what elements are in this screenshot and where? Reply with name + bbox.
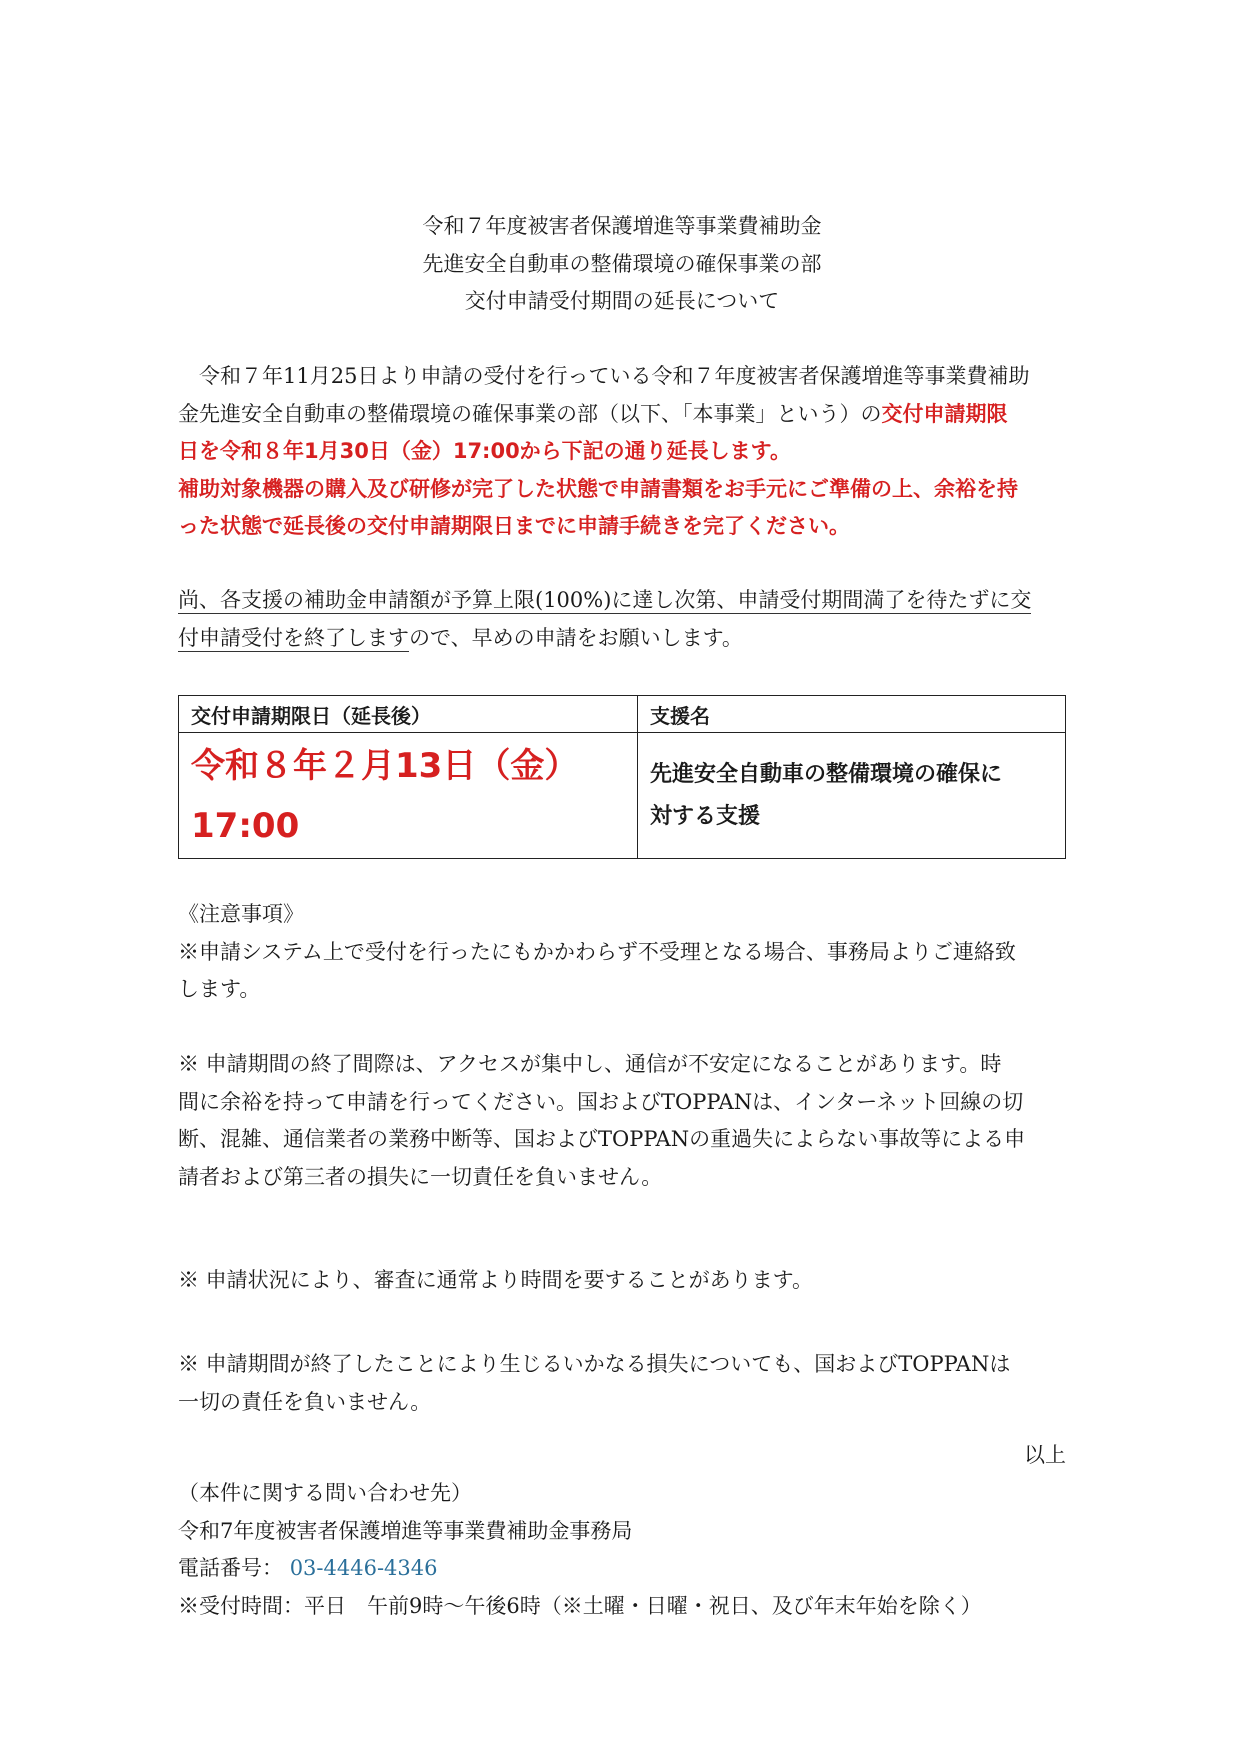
intro-line-2-emphasis: 交付申請期限 xyxy=(881,401,1008,426)
deadline-cell xyxy=(179,733,638,859)
caution-4-line-1: ※ 申請期間が終了したことにより生じるいかなる損失についても、国およびTOPPANは xyxy=(178,1352,1011,1376)
notice-line-1 xyxy=(178,582,1066,620)
caution-4-line-2: 一切の責任を負いません。 xyxy=(178,1389,432,1414)
contact-hours: ※受付時間：平日 午前9時～午後6時（※土曜・日曜・祝日、及び年末年始を除く） xyxy=(178,1593,982,1618)
notice-line-1-underlined: 尚、各支援の補助金申請額が予算上限(100%)に達し次第、申請受付期間満了を待たずに交 xyxy=(178,588,1032,612)
header-deadline: 交付申請期限日（延長後） xyxy=(179,696,638,733)
notice-line-2 xyxy=(178,620,1066,658)
support-cell xyxy=(638,733,1066,859)
intro-line-4: 補助対象機器の購入及び研修が完了した状態で申請書類をお手元にご準備の上、余裕を持 xyxy=(178,476,1018,501)
caution-2-line-2: 間に余裕を持って申請を行ってください。国およびTOPPANは、インターネット回線の切 xyxy=(178,1089,1024,1114)
table-row xyxy=(179,733,1066,859)
table-header-row xyxy=(179,696,1066,733)
title-line-3: 交付申請受付期間の延長について xyxy=(464,289,780,313)
caution-4 xyxy=(178,1346,1066,1421)
intro-line-2 xyxy=(178,396,1066,434)
document-title xyxy=(178,208,1066,321)
notice-line-2-underlined: 付申請受付を終了します xyxy=(178,625,409,650)
caution-2-line-4: 請者および第三者の損失に一切責任を負いません。 xyxy=(178,1164,663,1189)
notice-line-2-text: ので、早めの申請をお願いします。 xyxy=(409,625,743,650)
title-line-2: 先進安全自動車の整備環境の確保事業の部 xyxy=(422,251,822,276)
closing-mark: 以上 xyxy=(1024,1443,1066,1467)
contact-office: 令和7年度被害者保護増進等事業費補助金事務局 xyxy=(178,1518,633,1543)
caution-3-line-1: ※ 申請状況により、審査に通常より時間を要することがあります。 xyxy=(178,1268,813,1292)
deadline-date: 令和８年２月13日（金） xyxy=(191,745,579,786)
cautions-heading: 《注意事項》 xyxy=(178,902,304,926)
caution-1-line-1: ※申請システム上で受付を行ったにもかかわらず不受理となる場合、事務局よりご連絡致 xyxy=(178,939,1016,964)
caution-1-line-2: します。 xyxy=(178,977,261,1001)
caution-3 xyxy=(178,1262,1066,1300)
contact-heading: （本件に関する問い合わせ先） xyxy=(178,1481,472,1505)
title-line-1: 令和７年度被害者保護増進等事業費補助金 xyxy=(422,214,822,238)
deadline-table xyxy=(178,695,1066,859)
intro-line-3: 日を令和８年1月30日（金）17:00から下記の通り延長します。 xyxy=(178,439,791,463)
cautions-section xyxy=(178,896,1066,1009)
intro-paragraph xyxy=(178,358,1066,546)
support-line-2: 対する支援 xyxy=(650,803,761,829)
header-support: 支援名 xyxy=(638,696,1066,733)
intro-line-1: 令和７年11月25日より申請の受付を行っている令和７年度被害者保護増進等事業費補助 xyxy=(178,364,1030,388)
support-line-1: 先進安全自動車の整備環境の確保に xyxy=(650,761,1003,787)
contact-section xyxy=(178,1475,1066,1625)
caution-2-line-3: 断、混雑、通信業者の業務中断等、国およびTOPPANの重過失によらない事故等による申 xyxy=(178,1127,1026,1151)
tel-number-link[interactable]: 03-4446-4346 xyxy=(289,1556,438,1580)
deadline-time: 17:00 xyxy=(191,805,300,846)
intro-line-2-text: 金先進安全自動車の整備環境の確保事業の部（以下、「本事業」という）の xyxy=(178,401,882,426)
contact-tel xyxy=(178,1550,1066,1588)
intro-line-5: った状態で延長後の交付申請期限日までに申請手続きを完了ください。 xyxy=(178,514,850,538)
tel-label: 電話番号： xyxy=(178,1556,283,1580)
notice-paragraph xyxy=(178,582,1066,657)
caution-2 xyxy=(178,1046,1066,1196)
caution-2-line-1: ※ 申請期間の終了間際は、アクセスが集中し、通信が不安定になることがあります。時 xyxy=(178,1052,1002,1076)
